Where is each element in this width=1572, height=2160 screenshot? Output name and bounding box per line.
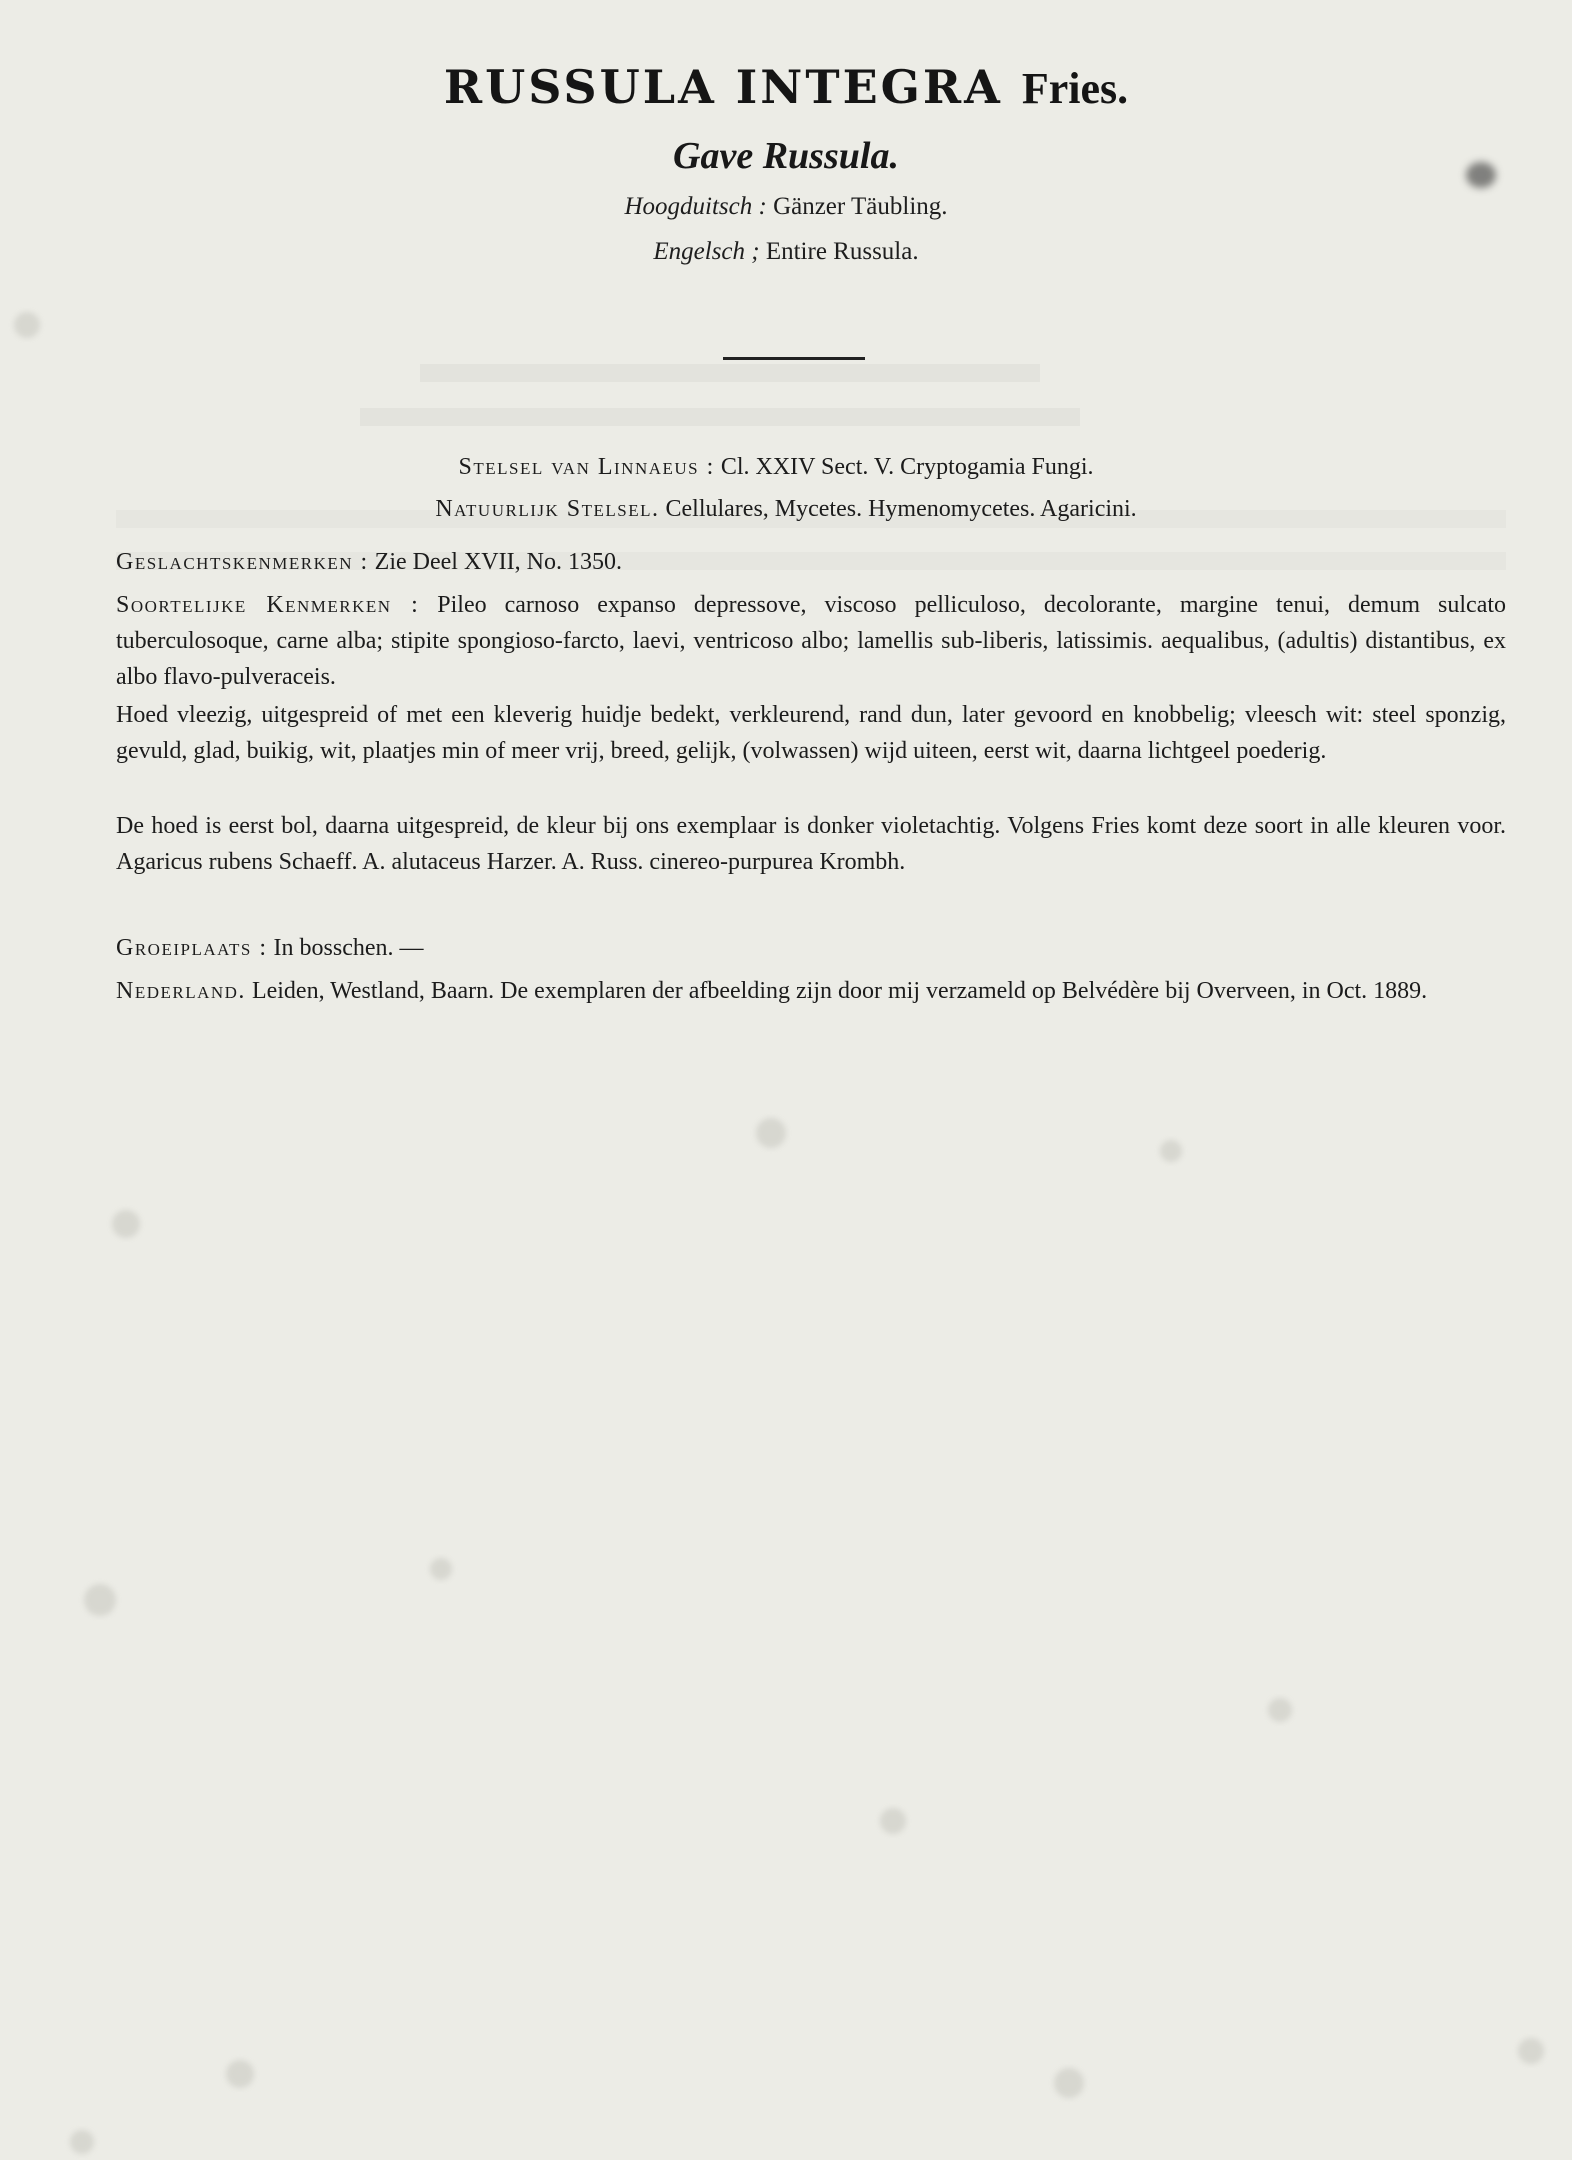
paper-spot [84,1584,116,1616]
habitat [116,930,1506,966]
paper-spot [226,2060,254,2088]
linnaeus-classification [0,454,1562,481]
groeiplaats-text: In bosschen. — [273,935,424,961]
species-name: RUSSULA INTEGRA [443,60,1003,114]
paper-spot [1160,1140,1182,1162]
linnaeus-label: Stelsel van Linnaeus : [458,454,715,480]
paper-spot [1054,2068,1084,2098]
paper-spot [1518,2038,1544,2064]
soort-label: Soortelijke Kenmerken : [116,592,420,618]
german-label: Hoogduitsch : [624,193,767,220]
species-characteristics [116,587,1506,695]
english-name-line [0,238,1572,266]
dehoed-text: De hoed is eerst bol, daarna uitgespreid, de kleur bij ons exemplaar is donker violetachtig. Volgens Fries komt deze soort in alle kleuren voor. Agaricus rubens Schaeff. A. alutaceus Harzer. A. Russ. cinereo-purpurea Krombh. [116,813,1506,875]
geslacht-text: Zie Deel XVII, No. 1350. [374,549,622,575]
hoed-text: Hoed vleezig, uitgespreid of met een kleverig huidje bedekt, verkleurend, rand dun, later gevoord en knobbelig; vleesch wit: steel sponzig, gevuld, glad, buikig, wit, plaatjes min of meer vrij, breed, gelijk, (volwassen) wijd uiteen, eerst wit, daarna lichtgeel poederig. [116,702,1506,764]
paper-spot [430,1558,452,1580]
nederland-text: Leiden, Westland, Baarn. De exemplaren der afbeelding zijn door mij verzameld op Belvédère bij Overveen, in Oct. 1889. [251,978,1428,1004]
german-name: Gänzer Täubling. [773,193,948,220]
bleed-through-line [360,408,1080,426]
bleed-through-line [420,364,1040,382]
description-paragraph [116,697,1506,769]
paper-spot [1268,1698,1292,1722]
geslacht-label: Geslachtskenmerken : [116,549,369,575]
section-divider [723,357,865,360]
english-label: Engelsch ; [653,238,760,265]
soort-text: Pileo carnoso expanso depressove, viscoso pelliculoso, decolorante, margine tenui, demum sulcato tuberculosoque, carne alba; stipite spongioso-farcto, laevi, ventricoso albo; lamellis sub-liberis, latissimis. aequalibus, (adultis) distantibus, ex albo flavo-pulveraceis. [116,592,1507,690]
groeiplaats-label: Groeiplaats : [116,935,268,961]
natural-classification [0,496,1572,523]
species-title [0,60,1572,114]
german-name-line [0,193,1572,221]
paper-spot [880,1808,906,1834]
distribution [116,973,1506,1009]
linnaeus-text: Cl. XXIV Sect. V. Cryptogamia Fungi. [720,454,1094,480]
english-name: Entire Russula. [765,238,919,265]
species-author: Fries. [1021,64,1129,113]
natuurlijk-text: Cellulares, Mycetes. Hymenomycetes. Agaricini. [665,496,1137,522]
nederland-label: Nederland. [116,978,246,1004]
notes-paragraph [116,808,1506,880]
paper-spot [14,312,40,338]
natuurlijk-label: Natuurlijk Stelsel. [435,496,660,522]
paper-spot [70,2130,94,2154]
paper-spot [756,1118,786,1148]
genus-characteristics [116,544,1506,580]
common-name: Gave Russula. [673,135,899,177]
paper-spot [112,1210,140,1238]
